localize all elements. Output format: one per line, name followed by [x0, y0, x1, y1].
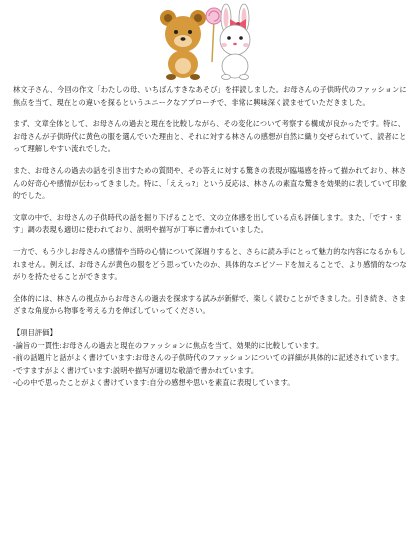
review-paragraph-intro: 林文子さん、今回の作文「わたしの母、いちばんすきなあそび」を拝読しました。お母さんの子供時代のファッションに焦点を当て、現在との違いを探るというユニークなアプローチで、非常に興味深く読ませていただきました。: [13, 85, 407, 107]
list-item: -論旨の一貫性:お母さんの過去と現在のファッションに焦点を当て、効果的に比較しています。: [13, 340, 324, 350]
item-evaluation-list: [13, 340, 409, 390]
bunny-mascot-icon: [220, 4, 250, 80]
mascot-illustration: [0, 0, 420, 80]
review-paragraph-summary: 全体的には、林さんの視点からお母さんの過去を探求する試みが新鮮で、楽しく読むことができました。引き続き、さまざまな角度から物事を考える力を伸ばしていってください。: [13, 293, 407, 316]
lollipop-icon: [206, 8, 222, 62]
list-item: -ですますがよく書けています:説明や描写が適切な敬語で書かれています。: [13, 365, 259, 375]
item-evaluation-heading: 【項目評価】: [13, 327, 57, 337]
review-paragraph-evaluation: 文章の中で、お母さんの子供時代の話を掘り下げることで、文の立体感を出している点も評価します。また、「です・ます」調の表現も適切に使われており、説明や描写が丁寧に書かれていました。: [13, 212, 403, 235]
review-body: [13, 84, 409, 390]
review-paragraph-suggestion: 一方で、もう少しお母さんの感情や当時の心情について深堀りすると、さらに読み手にとって魅力的な内容になるかもしれません。例えば、お母さんが黄色の服をどう思っていたのか、具体的なエピソードを加えることで、より感情的なつながりを持たせることができます。: [13, 246, 407, 282]
review-paragraph-expression: また、お母さんの過去の話を引き出すための質問や、その答えに対する驚きの表現が臨場感を持って描かれており、林さんの好奇心や感情が伝わってきました。特に、「ええっ?」という反応は、林さんの素直な驚きを効果的に表していて印象的でした。: [13, 165, 407, 201]
bear-mascot-icon: [160, 10, 206, 80]
list-item: -前の話題片と話がよく書けています:お母さんの子供時代のファッションについての詳細が具体的に記述されています。: [13, 353, 404, 363]
list-item: -心の中で思ったことがよく書けています:自分の感想や思いを素直に表現しています。: [13, 378, 295, 388]
review-paragraph-structure: まず、文章全体として、お母さんの過去と現在を比較しながら、その変化について考察する構成が良かったです。特に、お母さんが子供時代に黄色の服を選んでいた理由と、それに対する林さんの感想が自然に織り交ぜられていて、読者にとって理解しやすい流れでした。: [13, 119, 407, 154]
